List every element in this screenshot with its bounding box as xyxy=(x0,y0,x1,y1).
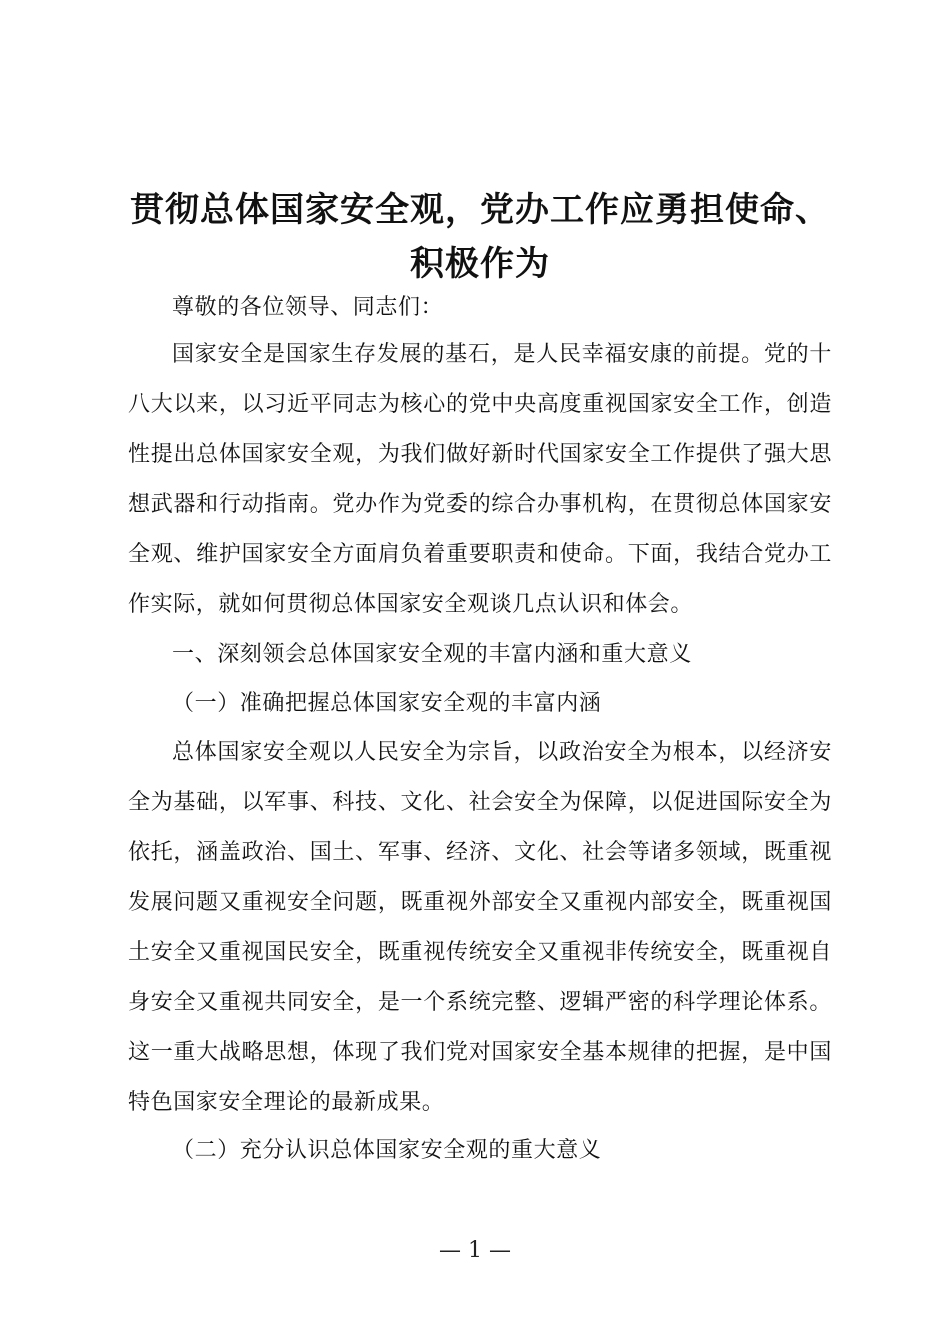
intro-block xyxy=(128,330,832,630)
title-line-1: 贯彻总体国家安全观，党办工作应勇担使命、 xyxy=(130,190,830,230)
subsection-heading-2: （二）充分认识总体国家安全观的重大意义 xyxy=(172,1138,602,1163)
body-block-2 xyxy=(128,728,832,1128)
subheading-block-1 xyxy=(128,679,832,729)
subsection-heading-1: （一）准确把握总体国家安全观的丰富内涵 xyxy=(172,691,602,716)
greeting-block xyxy=(128,283,832,333)
section-heading-block xyxy=(128,630,832,680)
paragraph-connotation: 总体国家安全观以人民安全为宗旨，以政治安全为根本，以经济安全为基础，以军事、科技、文化、社会安全为保障，以促进国际安全为依托，涵盖政治、国土、军事、经济、文化、社会等诸多领域，既重视发展问题又重视安全问题，既重视外部安全又重视内部安全，既重视国土安全又重视国民安全，既重视传统安全又重视非传统安全，既重视自身安全又重视共同安全，是一个系统完整、逻辑严密的科学理论体系。这一重大战略思想，体现了我们党对国家安全基本规律的把握，是中国特色国家安全理论的最新成果。 xyxy=(128,740,832,1115)
page-number: — 1 — xyxy=(439,1238,511,1263)
subheading-block-2 xyxy=(128,1126,832,1176)
greeting: 尊敬的各位领导、同志们： xyxy=(172,295,444,320)
document-title xyxy=(100,183,860,291)
title-line-2: 积极作为 xyxy=(410,244,550,284)
section-heading-1: 一、深刻领会总体国家安全观的丰富内涵和重大意义 xyxy=(172,642,692,667)
paragraph-intro: 国家安全是国家生存发展的基石，是人民幸福安康的前提。党的十八大以来，以习近平同志为核心的党中央高度重视国家安全工作，创造性提出总体国家安全观，为我们做好新时代国家安全工作提供了强大思想武器和行动指南。党办作为党委的综合办事机构，在贯彻总体国家安全观、维护国家安全方面肩负着重要职责和使命。下面，我结合党办工作实际，就如何贯彻总体国家安全观谈几点认识和体会。 xyxy=(128,342,832,617)
